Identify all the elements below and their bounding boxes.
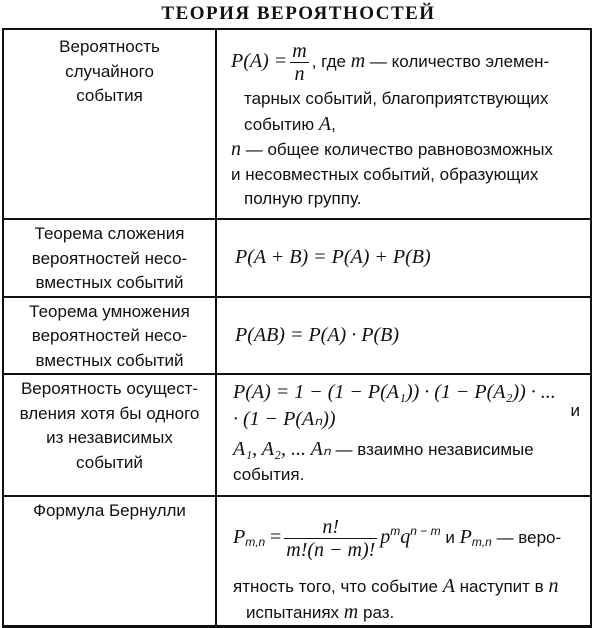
at-least-one-formula-line-1: P(A) = 1 − (1 − P(A₁)) · (1 − P(A₂)) · ... xyxy=(233,381,556,403)
row-label: Теорема умножения вероятностей несо- вместных событий xyxy=(29,301,190,370)
at-least-one-formula-line-2: · (1 − P(Aₙ)) xyxy=(233,408,336,430)
table-row xyxy=(3,219,591,297)
row-label: Теорема сложения вероятностей несо- вместных событий xyxy=(31,224,188,292)
row-label-cell xyxy=(3,297,216,375)
row-content-cell xyxy=(216,297,591,375)
row-label-cell xyxy=(3,29,216,219)
conjunction: и xyxy=(570,401,580,420)
table-row xyxy=(3,297,591,375)
bernoulli-formula: $P_{m,n}$ = $\frac{n!}{m!(n - m)!}$ $p^mq^{n - m}$ и $P_{m,n}$ — веро- xyxy=(233,516,562,562)
row-label: Формула Бернулли xyxy=(33,501,186,520)
row-label-cell xyxy=(3,219,216,297)
row-label: Вероятность случайного события xyxy=(59,37,160,105)
row-label-cell xyxy=(3,496,216,627)
row-content-cell xyxy=(216,219,591,297)
probability-formula-lhs: P(A) = xyxy=(231,50,288,72)
page-title: ТЕОРИЯ ВЕРОЯТНОСТЕЙ xyxy=(161,3,436,24)
table-row xyxy=(3,496,591,627)
row-content-cell: P(A) = 1 − (1 − P(A₁)) · (1 − P(A₂)) · ... · (1 − P(Aₙ)) и A₁, A₂, ... Aₙ — взаимно независимые события. xyxy=(216,374,591,496)
row-content-cell: $P_{m,n}$ = $\frac{n!}{m!(n - m)!}$ $p^mq^{n - m}$ и $P_{m,n}$ — веро- ятность того, что событие A наступит в n испытаниях m раз. xyxy=(216,496,591,627)
table-row xyxy=(3,374,591,496)
row-label-cell xyxy=(3,374,216,496)
multiplication-formula: P(AB) = P(A) · P(B) xyxy=(235,323,399,346)
row-content-cell: P(A) = $\frac{m}{n}$ , где m — количество элемен- тарных событий, благоприятствующих событию A, n — общее количество равновозможных и несовместных событий, образующих полную группу. xyxy=(216,29,591,219)
table-row xyxy=(3,29,591,219)
addition-formula: P(A + B) = P(A) + P(B) xyxy=(235,246,431,269)
theory-table xyxy=(2,28,592,628)
fraction: $\frac{m}{n}$ xyxy=(292,40,307,86)
row-label: Вероятность осущест- вления хотя бы одного из независимых событий xyxy=(19,379,200,472)
